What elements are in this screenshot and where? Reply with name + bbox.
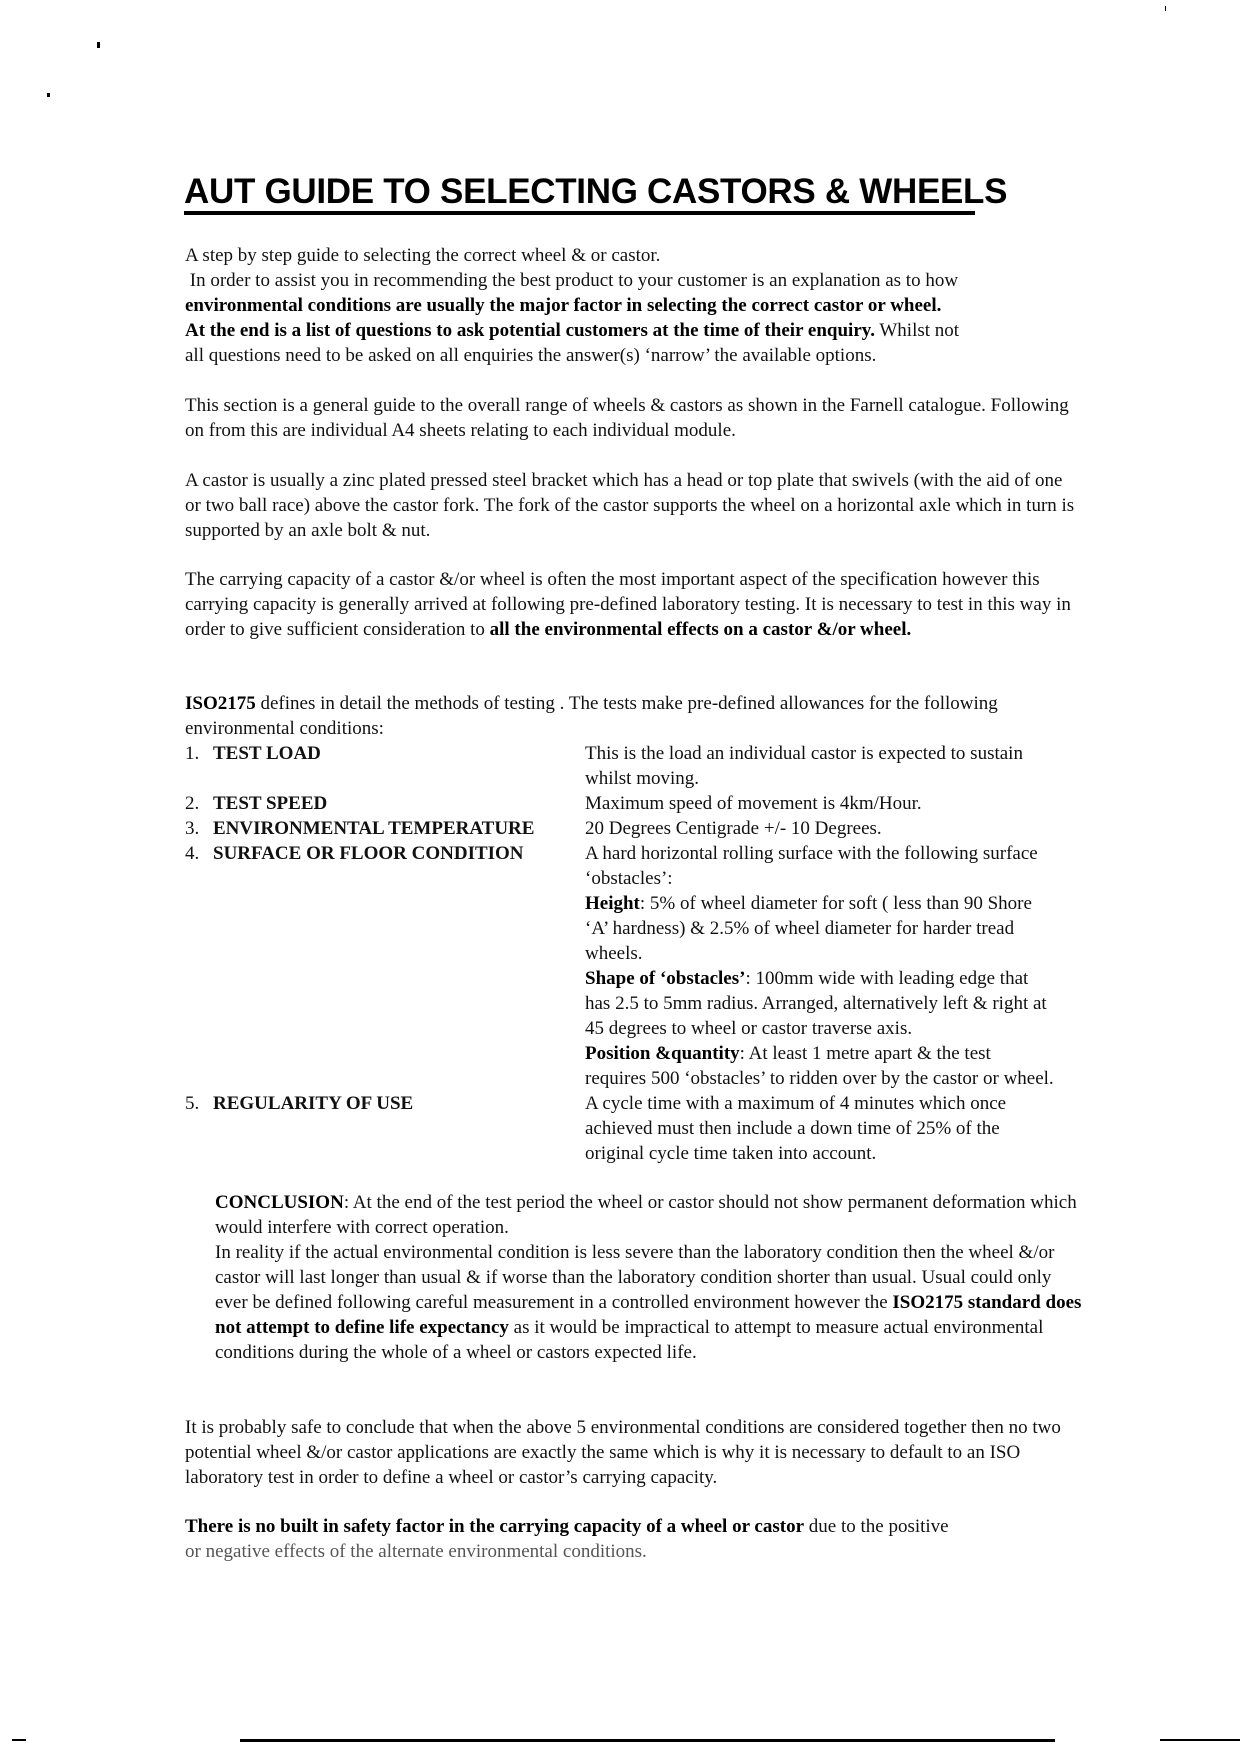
section-paragraph: This section is a general guide to the overall range of wheels & castors as shown in the Farnell catalogue. Following on from this are individual A4 sheets relating to each individual module. [185,395,1069,441]
footer-rule-left [12,1739,26,1741]
condition-item-4 [185,841,1075,1091]
condition-desc: A cycle time with a maximum of 4 minutes which once achieved must then include a down time of 25% of the original cycle time taken into account. [585,1093,1007,1164]
title-underline [184,211,975,215]
detail-label: Shape of ‘obstacles’ [585,968,746,989]
iso-paragraph [185,691,1075,741]
condition-desc: Maximum speed of movement is 4km/Hour. [585,793,922,814]
condition-term: TEST SPEED [213,793,328,814]
conclusion-label: CONCLUSION [215,1192,344,1213]
condition-term: TEST LOAD [213,743,321,764]
footer-rule-right [1160,1739,1240,1741]
condition-desc: This is the load an individual castor is expected to sustain whilst moving. [585,743,1023,789]
intro-line-5: all questions need to be asked on all enquiries the answer(s) ‘narrow’ the available options. [185,345,877,366]
obstacle-position [585,1041,1055,1091]
capacity-text: The carrying capacity of a castor &/or wheel is often the most important aspect of the specification however this carrying capacity is generally arrived at following pre-defined laboratory testing. It is necessary to test in this way in order to give sufficient consideration to [185,569,1071,640]
condition-desc-intro: A hard horizontal rolling surface with the following surface ‘obstacles’: [585,843,1038,889]
conclusion-statement [215,1190,1085,1240]
intro-line-3-bold: environmental conditions are usually the major factor in selecting the correct castor or wheel. [185,295,942,316]
reality-text-2: as it would be impractical to attempt to measure actual environmental conditions during the whole of a wheel or castors expected life. [215,1317,1044,1363]
safety-bold: There is no built in safety factor in the carrying capacity of a wheel or castor [185,1516,805,1537]
summary-paragraph: It is probably safe to conclude that when the above 5 environmental conditions are considered together then no two potential wheel &/or castor applications are exactly the same which is why it is necessary to default to an ISO laboratory test in order to define a wheel or castor’s carrying capacity. [185,1417,1061,1488]
conditions-list [185,741,1075,1166]
condition-number: 4. [185,843,200,864]
footer-rule [240,1739,1055,1742]
obstacle-height [585,891,1055,966]
intro-line-1: A step by step guide to selecting the correct wheel & or castor. [185,245,661,266]
condition-item-2 [185,791,1075,816]
detail-label: Position &quantity [585,1043,740,1064]
intro-paragraph [185,243,1075,368]
page-title: AUT GUIDE TO SELECTING CASTORS & WHEELS [184,172,1008,211]
obstacle-shape [585,966,1055,1041]
capacity-bold: all the environmental effects on a castor &/or wheel. [489,619,912,640]
detail-text: : At least 1 metre apart & the test requires 500 ‘obstacles’ to ridden over by the castor or wheel. [585,1043,1054,1089]
iso-text: defines in detail the methods of testing . The tests make pre-defined allowances for the following environmental conditions: [185,693,998,739]
condition-desc: 20 Degrees Centigrade +/- 10 Degrees. [585,818,882,839]
safety-paragraph [185,1514,1075,1564]
conclusion-block [215,1190,1085,1365]
scan-speck [1165,6,1166,11]
scan-speck [47,93,50,97]
condition-number: 3. [185,818,200,839]
intro-line-2: In order to assist you in recommending the best product to your customer is an explanation as to how [185,270,959,291]
castor-paragraph: A castor is usually a zinc plated pressed steel bracket which has a head or top plate that swivels (with the aid of one or two ball race) above the castor fork. The fork of the castor supports the wheel on a horizontal axle which in turn is supported by an axle bolt & nut. [185,470,1075,541]
scan-speck [97,42,100,48]
condition-item-1 [185,741,1075,791]
capacity-paragraph [185,567,1075,642]
reality-bold: ISO2175 standard does not attempt to define life expectancy [215,1292,1082,1338]
condition-term: REGULARITY OF USE [213,1093,414,1114]
condition-number: 2. [185,793,200,814]
detail-text: : 5% of wheel diameter for soft ( less than 90 Shore ‘A’ hardness) & 2.5% of wheel diameter for harder tread wheels. [585,893,1032,964]
iso-label: ISO2175 [185,693,256,714]
conclusion-text: : At the end of the test period the wheel or castor should not show permanent deformation which would interfere with correct operation. [215,1192,1077,1238]
condition-desc [585,841,1055,1091]
detail-text: : 100mm wide with leading edge that has 2.5 to 5mm radius. Arranged, alternatively left & right at 45 degrees to wheel or castor traverse axis. [585,968,1047,1039]
condition-number: 5. [185,1093,200,1114]
condition-item-5 [185,1091,1075,1166]
intro-line-4-plain: Whilst not [874,320,960,341]
reality-statement [215,1240,1085,1365]
condition-term: ENVIRONMENTAL TEMPERATURE [213,818,535,839]
detail-label: Height [585,893,640,914]
reality-text-1: In reality if the actual environmental condition is less severe than the laboratory condition then the wheel &/or castor will last longer than usual & if worse than the laboratory condition shorter than usual. Usual could only ever be defined following careful measurement in a controlled environment however the [215,1242,1055,1313]
condition-item-3 [185,816,1075,841]
safety-text-2: or negative effects of the alternate environmental conditions. [185,1541,647,1562]
condition-term: SURFACE OR FLOOR CONDITION [213,843,524,864]
condition-number: 1. [185,743,200,764]
intro-line-4-bold: At the end is a list of questions to ask potential customers at the time of their enquiry. [185,320,875,341]
safety-text-1: due to the positive [804,1516,949,1537]
